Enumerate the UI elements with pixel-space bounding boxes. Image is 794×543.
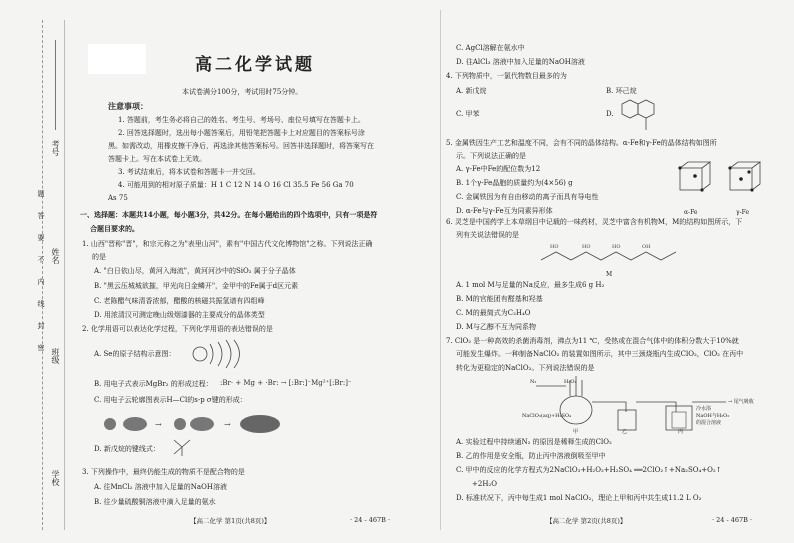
label-name: 姓名 (51, 248, 60, 264)
crystal-cells-diagram (672, 158, 772, 206)
svg-text:HO: HO (550, 244, 559, 250)
footer-page-1: 【高二化学 第1页(共8页)】 (190, 517, 271, 525)
svg-text:→: → (224, 420, 231, 429)
svg-text::Br· + Mg + ·Br: → [:Br:]⁻Mg²⁺: :Br· + Mg + ·Br: → [:Br:]⁻Mg²⁺[:Br:]⁻ (220, 379, 352, 387)
footer-page-2: 【高二化学 第2页(共8页)】 (546, 517, 627, 525)
margin-border (64, 20, 65, 530)
h-cl-orbital-diagram (100, 408, 300, 438)
exam-title: 高二化学试题 (195, 55, 315, 75)
cut-line (42, 20, 43, 530)
page-2: C. AgCl溶解在氨水中 D. 往AlCl₃ 溶液中加入足量的NaOH溶液 4. 下列物质中，一氯代物数目最多的为 A. 新戊烷 B. 环己烷 C. 甲苯 D. 5. 金属铁因生产工艺和温度不同，会有不同的晶体结构。α-Fe和γ-Fe的晶体结构如图所 示。下列说法正确的是 A. γ-Fe中Fe的配位数为12 B. 1个γ-Fe晶胞的质量约为(4×56) g C. 金属铁因为有自由移动的离子而具有导电性 D. α-Fe与γ-Fe互为同素异形体 α-Fe γ-Fe 6. 灵芝是中国药学上本草纲目中记载的一味药材，灵芝中富含有机物M，M的结构如图所示，下 列有关说法错误的是 HO HO HO OH M A. 1 mol M与足量的Na反应，最多生成6 g H₂ B. M的官能团有醛基和羟基 C. M的最简式为C₂H₄O D. M与乙醇不互为同系物 7. ClO₂ 是一种高效的杀菌消毒剂，沸点为11 ℃，受热或在混合气体中的体积分数大于10%就 可能发生爆炸。一种制备NaClO₂ 的装置如图所示，其中三颈烧瓶内生成ClO₂，ClO₂ 在丙中 转化为更稳定的NaClO₂。下列说法错误的是 N₂ NaClO₃(aq)+H₂SO₄ 甲 乙 丙 → 尾气吸收 冷水浴 NaOH与H₂O₂ 的混合溶液 H₂O₂ A. 实验过程中持续通N₂ 的原因是稀释生成的ClO₂ B. 乙的作用是安全瓶，防止丙中溶液倒吸至甲中 C. 甲中的反应的化学方程式为2NaClO₃+H₂O₂+H₂SO₄ ══2ClO₂↑+Na₂SO₄+O₂↑ +2H₂O D. 标准状况下，丙中每生成1 mol NaClO₂，理论上甲和丙中共生成11.2 L O₂ 【高二化学 第2页(共8页)】 · 24 - 467B · (446, 0, 791, 543)
svg-text:HO: HO (612, 244, 621, 250)
se-atom-diagram (190, 338, 250, 370)
molecule-m-structure (536, 240, 696, 272)
label-class: 班级 (51, 348, 60, 364)
page-divider (440, 10, 441, 530)
mgbr2-formation-diagram (220, 374, 370, 390)
subtitle: 本试卷满分100分，考试用时75分钟。 (182, 88, 303, 96)
svg-text:OH: OH (642, 244, 651, 250)
svg-text:HO: HO (582, 244, 591, 250)
svg-text:→: → (155, 420, 162, 429)
fused-ring-structure (616, 96, 666, 136)
section-1-heading: 一、选择题：本题共14小题，每小题3分，共42分。在每小题给出的四个选项中，只有一项是符 (80, 210, 378, 219)
binding-margin: 考号 姓名 班级 学校 题 答 要 不 内 线 封 密 (0, 0, 68, 543)
label-exam-number: 考号 (51, 140, 60, 156)
footer-code-1: · 24 - 467B · (350, 516, 391, 524)
label-school: 学校 (51, 470, 60, 486)
neopentane-skeleton (170, 436, 194, 458)
notes-heading: 注意事项： (108, 101, 148, 111)
page-1: 高二化学试题 本试卷满分100分，考试用时75分钟。 注意事项： 1. 答题前，考生务必将自己的姓名、考生号、考场号、座位号填写在答题卡上。 2. 回答选择题时，选出每小题答案后，用铅笔把答题卡上对应题目的答案标号涂 黑。如需改动，用橡皮擦干净后，再选涂其他答案标号。回答非选择题时，将答案写在 答题卡上。写在本试卷上无效。 3. 考试结束后，将本试卷和答题卡一并交回。 4. 可能用到的相对原子质量：H 1 C 12 N 14 O 16 Cl 35.5 Fe 56 Ga 70 As 75 一、选择题：本题共14小题，每小题3分，共42分。在每小题给出的四个选项中，只有一项是符 合题目要求的。 1. 山西"晋称"晋"，和宗元称之为"表里山河"，素有"中国古代文化博物馆"之称。下列说法正确 的是 A. "白日依山尽，黄河入海流"，黄河河沙中的SiO₂ 属于分子晶体 B. "黑云压城城欲摧，甲光向日金鳞开"，金甲中的Fe属于d区元素 C. 老陈醋气味清香浓郁，醋酸的核磁共振氢谱有四组峰 D. 用浓清汉可测定晚山级烟漆器的主要成分的晶体类型 2. 化学用语可以表达化学过程，下列化学用语的表达错误的是 A. Se的原子结构示意图： B. 用电子式表示MgBr₂ 的形成过程： :Br· + Mg + ·Br: → [:Br:]⁻Mg²⁺[:Br:]⁻ C. 用电子云轮廓图表示H—Cl的s-p σ键的形成： → → D. 新戊烷的键线式： 3. 下列操作中，最终仍能生成的物质不是配合物的是 A. 往MnCl₂ 溶液中加入足量的NaOH溶液 B. 往少量硫酸铜溶液中滴入足量的氨水 【高二化学 第1页(共8页)】 · 24 - 467B · (70, 0, 440, 543)
footer-code-2: · 24 - 467B · (712, 516, 753, 524)
